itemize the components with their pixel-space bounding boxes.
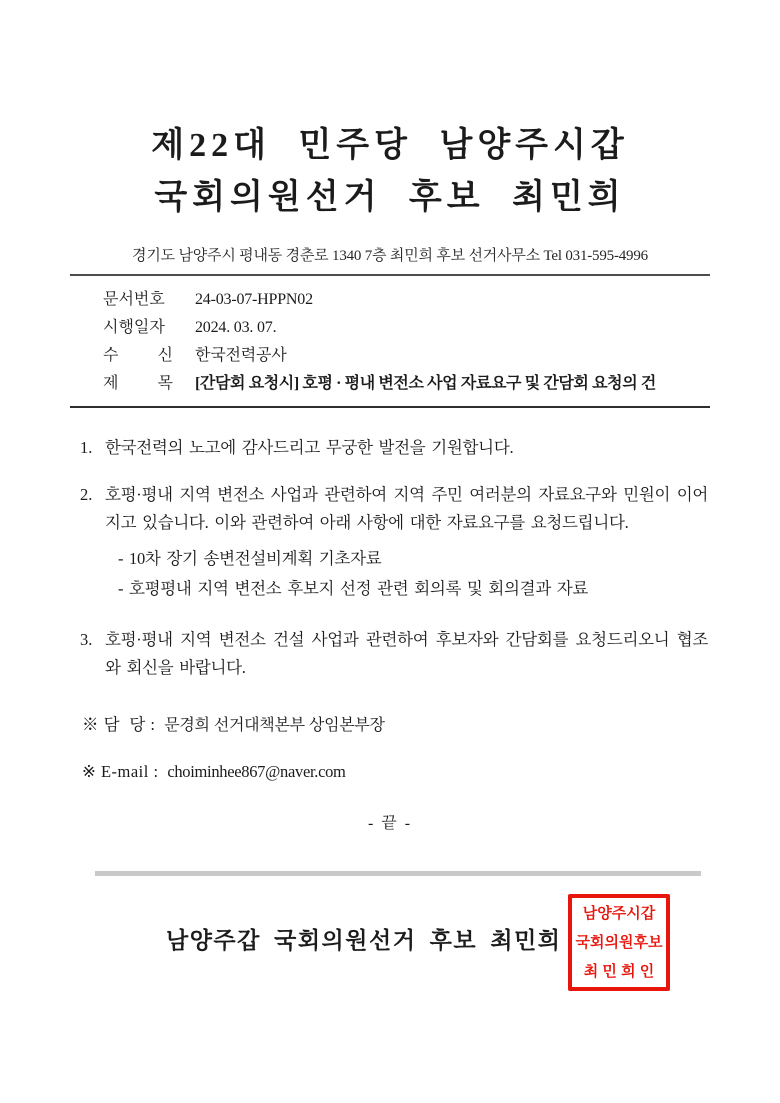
item-number: 1.: [80, 438, 93, 457]
recipient-row: [103, 342, 710, 370]
letterhead: [70, 120, 710, 265]
item-number: 3.: [80, 630, 93, 649]
body-item-1: [80, 434, 708, 462]
body-item-3: [80, 626, 708, 682]
doc-number-value: 24-03-07-HPPN02: [195, 291, 313, 308]
office-address: 경기도 남양주시 평내동 경춘로 1340 7층 최민희 후보 선거사무소 Tel 031-595-4996: [132, 248, 648, 264]
official-seal-stamp: [568, 894, 670, 991]
stamp-line-3: 최 민 희 인: [583, 963, 655, 980]
subject-label: 제 목: [103, 375, 173, 392]
title-line-2: 국회의원선거 후보 최민희: [154, 179, 626, 216]
candidate-signature: 남양주갑 국회의원선거 후보 최민희: [166, 928, 562, 953]
sub-item-2: - 호평평내 지역 변전소 후보지 선정 관련 회의록 및 회의결과 자료: [118, 579, 589, 598]
item-number: 2.: [80, 485, 93, 504]
body-item-2: [80, 481, 708, 537]
email-note-value: choiminhee867@naver.com: [167, 762, 346, 781]
signature-block: [70, 876, 710, 1016]
request-sub-list: [80, 544, 708, 604]
contact-note-prefix: ※ 담 당 :: [82, 715, 161, 734]
sub-item-1: - 10차 장기 송변전설비계획 기초자료: [118, 549, 382, 568]
reference-notes: [70, 701, 710, 786]
stamp-line-1: 남양주시갑: [582, 905, 656, 922]
page-title: [70, 120, 710, 224]
issue-date-label: 시행일자: [103, 319, 165, 336]
letter-content: [70, 120, 710, 1016]
item-text: 한국전력의 노고에 감사드리고 무궁한 발전을 기원합니다.: [105, 438, 514, 457]
subject-value: [간담회 요청시] 호평 · 평내 변전소 사업 자료요구 및 간담회 요청의 건: [195, 375, 656, 392]
email-note: [82, 758, 710, 786]
doc-number-label: 문서번호: [103, 291, 165, 308]
contact-note-value: 문경희 선거대책본부 상임본부장: [164, 717, 385, 734]
recipient-label: 수 신: [103, 347, 173, 364]
subject-row: [103, 370, 710, 398]
email-note-prefix: ※ E-mail :: [82, 762, 164, 781]
issue-date-value: 2024. 03. 07.: [195, 319, 277, 336]
recipient-value: 한국전력공사: [195, 347, 287, 364]
letter-body: [70, 408, 710, 682]
document-info-table: [70, 276, 710, 398]
stamp-line-2: 국회의원후보: [575, 934, 663, 951]
issue-date-row: [103, 314, 710, 342]
doc-number-row: [103, 286, 710, 314]
title-line-1: 제22대 민주당 남양주시갑: [151, 127, 629, 164]
contact-note: [82, 711, 710, 740]
item-text: 호평·평내 지역 변전소 사업과 관련하여 지역 주민 여러분의 자료요구와 민원이 이어지고 있습니다. 이와 관련하여 아래 사항에 대한 자료요구를 요청드립니다.: [105, 485, 708, 532]
item-text: 호평·평내 지역 변전소 건설 사업과 관련하여 후보자와 간담회를 요청드리오니 협조와 회신을 바랍니다.: [105, 630, 708, 677]
end-of-document-mark: - 끝 -: [367, 815, 413, 832]
